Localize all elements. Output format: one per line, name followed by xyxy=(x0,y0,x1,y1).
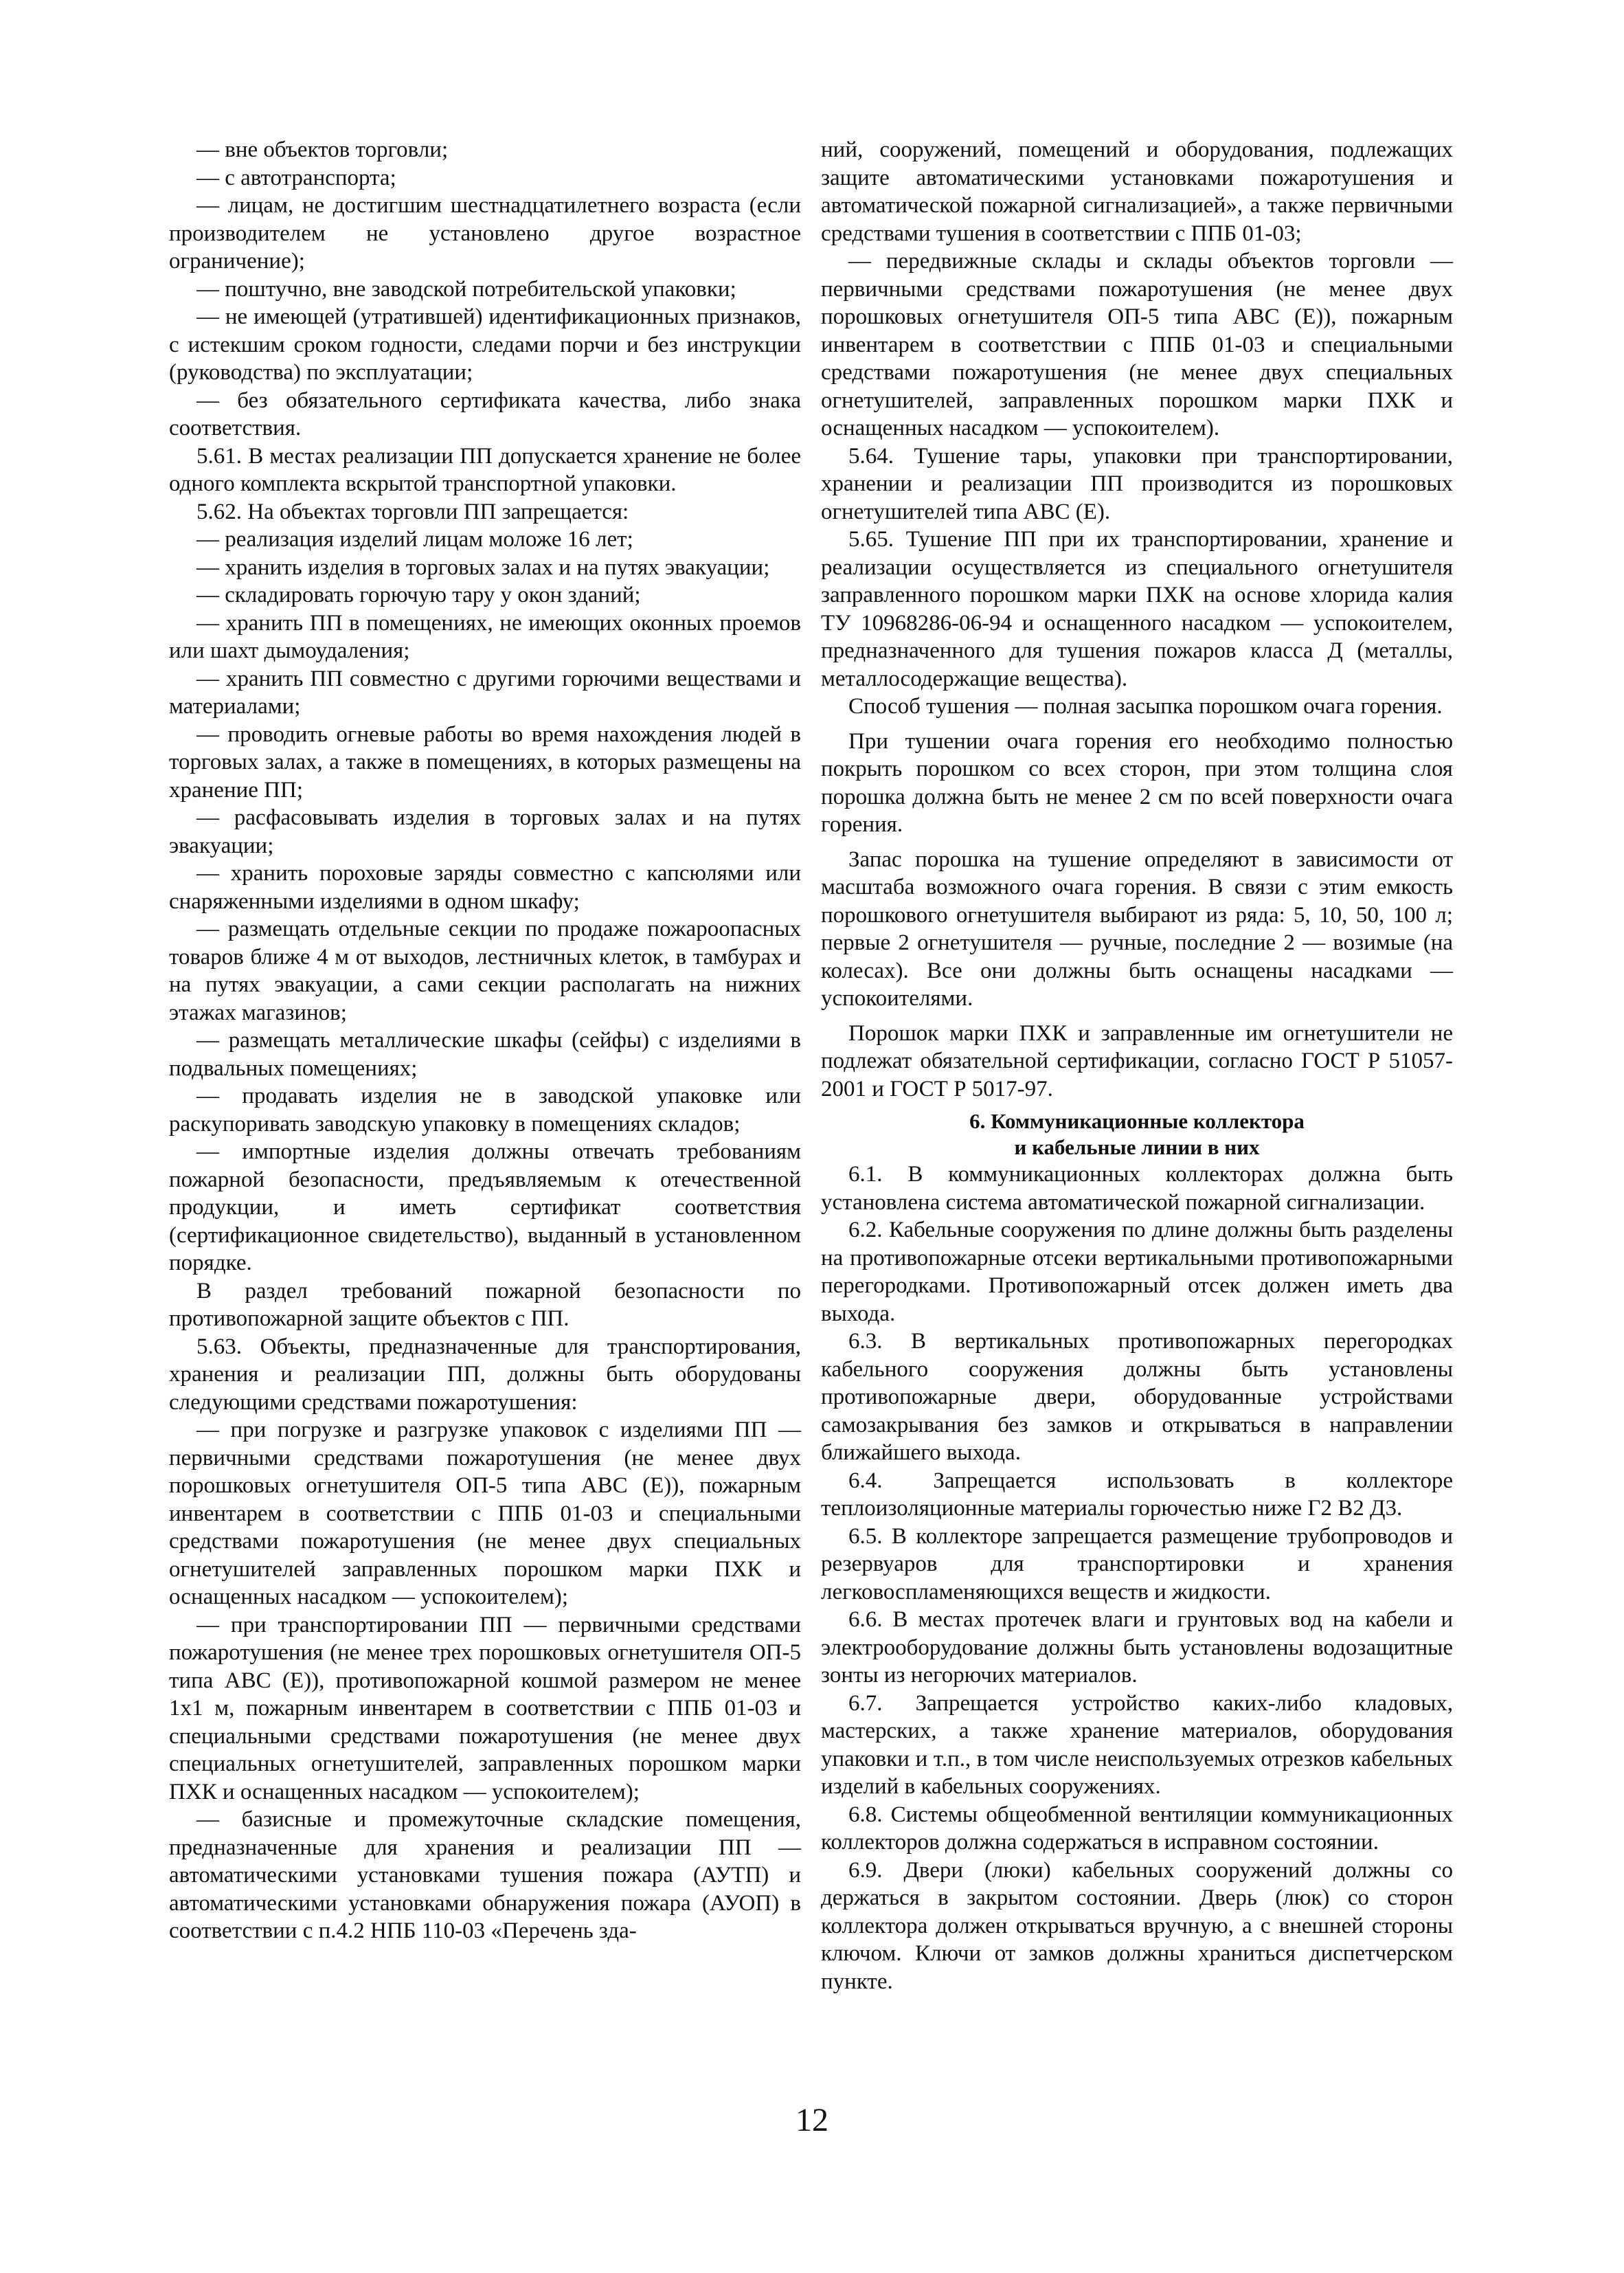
right-column xyxy=(821,136,1453,1995)
paragraph: 5.62. На объектах торговли ПП запрещается: xyxy=(196,499,629,524)
list-item: — без обязательного сертификата качества, либо знака соответствия. xyxy=(169,388,801,440)
paragraph: ний, сооружений, помещений и оборудования, подлежащих защите автоматическими установками пожаротушения и автоматической пожарной сигнализацией», а также первичными средствами тушения в соответствии с ППБ 01-03; xyxy=(821,137,1453,246)
paragraph: 6.5. В коллекторе запрещается размещение трубопроводов и резервуаров для транспортировки и хранения легковоспламеняющихся веществ и жидкости. xyxy=(821,1523,1453,1604)
paragraph: 6.8. Системы общеобменной вентиляции коммуникационных коллекторов должна содержаться в исправном состоянии. xyxy=(821,1802,1453,1855)
list-item: — расфасовывать изделия в торговых залах и на путях эвакуации; xyxy=(169,805,801,858)
paragraph: 6.3. В вертикальных противопожарных перегородках кабельного сооружения должны быть установлены противопожарные двери, оборудованные устройствами самозакрывания без замков и открываться в направлении ближайшего выхода. xyxy=(821,1329,1453,1465)
list-item: — проводить огневые работы во время нахождения людей в торговых залах, а также в помещениях, в которых размещены на хранение ПП; xyxy=(169,721,801,803)
list-item: — с автотранспорта; xyxy=(196,165,396,190)
paragraph: 5.65. Тушение ПП при их транспортировании, хранение и реализации осуществляется из специального огнетушителя заправленного порошком марки ПХК на основе хлорида калия ТУ 10968286-06-94 и оснащенного насадком — успокоителем, предназначенного для тушения пожаров класса Д (металлы, металлосодержащие вещества). xyxy=(821,527,1453,691)
paragraph: 6.9. Двери (люки) кабельных сооружений должны со держаться в закрытом состоянии. Дверь (люк) со сторон коллектора должен открываться вручную, а с внешней стороны ключом. Ключи от замков должны храниться диспетчерском пункте. xyxy=(821,1857,1453,1994)
list-item: — вне объектов торговли; xyxy=(196,137,449,162)
list-item: — продавать изделия не в заводской упаковке или раскупоривать заводскую упаковку в помещениях складов; xyxy=(169,1084,801,1136)
list-item: — хранить ПП в помещениях, не имеющих оконных проемов или шахт дымоудаления; xyxy=(169,610,801,663)
list-item: — передвижные склады и склады объектов торговли — первичными средствами пожаротушения (не менее двух порошковых огнетушителя ОП-5 типа АВС (Е)), пожарным инвентарем в соответствии с ППБ 01-03 и специальными средствами пожаротушения (не менее двух специальных огнетушителей, заправленных порошком марки ПХК и оснащенных насадком — успокоителем). xyxy=(821,249,1453,440)
section-heading: 6. Коммуникационные коллектора xyxy=(969,1109,1305,1133)
list-item: — реализация изделий лицам моложе 16 лет; xyxy=(196,527,633,552)
paragraph: 6.7. Запрещается устройство каких-либо кладовых, мастерских, а также хранение материалов, оборудования упаковки и т.п., в том числе неиспользуемых отрезков кабельных изделий в кабельных сооружениях. xyxy=(821,1690,1453,1799)
list-item: — лицам, не достигшим шестнадцатилетнего возраста (если производителем не установлено другое возрастное ограничение); xyxy=(169,193,801,273)
list-item: — базисные и промежуточные складские помещения, предназначенные для хранения и реализации ПП — автоматическими установками тушения пожара (АУТП) и автоматическими установками обнаружения пожара (АУОП) в соответствии с п.4.2 НПБ 110-03 «Перечень зда- xyxy=(169,1807,801,1943)
list-item: — импортные изделия должны отвечать требованиям пожарной безопасности, предъявляемым к отечественной продукции, и иметь сертификат соответствия (сертификационное свидетельство), выданный в установленном порядке. xyxy=(169,1139,801,1275)
list-item: — размещать металлические шкафы (сейфы) с изделиями в подвальных помещениях; xyxy=(169,1028,801,1081)
paragraph: 5.64. Тушение тары, упаковки при транспортировании, хранении и реализации ПП производится из порошковых огнетушителей типа АВС (Е). xyxy=(821,443,1453,524)
list-item: — при погрузке и разгрузке упаковок с изделиями ПП — первичными средствами пожаротушения (не менее двух порошковых огнетушителя ОП-5 типа АВС (Е)), пожарным инвентарем в соответствии с ППБ 01-03 и специальными средствами пожаротушения (не менее двух специальных огнетушителей заправленных порошком марки ПХК и оснащенных насадком — успокоителем); xyxy=(169,1418,801,1609)
list-item: — поштучно, вне заводской потребительской упаковки; xyxy=(196,276,736,302)
paragraph: 6.4. Запрещается использовать в коллекторе теплоизоляционные материалы горючестью ниже Г2 В2 Д3. xyxy=(821,1468,1453,1521)
list-item: — при транспортировании ПП — первичными средствами пожаротушения (не менее трех порошковых огнетушителя ОП-5 типа АВС (Е)), противопожарной кошмой размером не менее 1х1 м, пожарным инвентарем в соответствии с ППБ 01-03 и специальными средствами пожаротушения (не менее двух специальных огнетушителей, заправленных порошком марки ПХК и оснащенных насадком — успокоителем); xyxy=(169,1612,801,1804)
paragraph: 5.61. В местах реализации ПП допускается хранение не более одного комплекта вскрытой транспортной упаковки. xyxy=(169,443,801,496)
list-item: — не имеющей (утратившей) идентификационных признаков, с истекшим сроком годности, следами порчи и без инструкции (руководства) по эксплуатации; xyxy=(169,304,801,385)
section-heading-line-2: и кабельные линии в них xyxy=(1014,1135,1260,1159)
list-item: — складировать горючую тару у окон зданий; xyxy=(196,583,641,607)
paragraph: Запас порошка на тушение определяют в зависимости от масштаба возможного очага горения. В связи с этим емкость порошкового огнетушителя выбирают из ряда: 5, 10, 50, 100 л; первые 2 огнетушителя — ручные, последние 2 — возимые (на колесах). Все они должны быть оснащены насадками — успокоителями. xyxy=(821,847,1453,1011)
list-item: — хранить изделия в торговых залах и на путях эвакуации; xyxy=(196,555,770,580)
paragraph: Порошок марки ПХК и заправленные им огнетушители не подлежат обязательной сертификации, согласно ГОСТ Р 51057-2001 и ГОСТ Р 5017-97. xyxy=(821,1020,1453,1101)
paragraph: В раздел требований пожарной безопасности по противопожарной защите объектов с ПП. xyxy=(169,1278,801,1331)
list-item: — хранить пороховые заряды совместно с капсюлями или снаряженными изделиями в одном шкафу; xyxy=(169,861,801,914)
paragraph: Способ тушения — полная засыпка порошком очага горения. xyxy=(848,694,1443,719)
page-number: 12 xyxy=(796,2102,828,2138)
paragraph: 5.63. Объекты, предназначенные для транспортирования, хранения и реализации ПП, должны быть оборудованы следующими средствами пожаротушения: xyxy=(169,1334,801,1415)
paragraph: 6.1. В коммуникационных коллекторах должна быть установлена система автоматической пожарной сигнализации. xyxy=(821,1162,1453,1215)
paragraph: 6.6. В местах протечек влаги и грунтовых вод на кабели и электрооборудование должны быть установлены водозащитные зонты из негорючих материалов. xyxy=(821,1607,1453,1688)
list-item: — размещать отдельные секции по продаже пожароопасных товаров ближе 4 м от выходов, лестничных клеток, в тамбурах и на путях эвакуации, а сами секции располагать на нижних этажах магазинов; xyxy=(169,917,801,1025)
left-column xyxy=(169,136,801,1945)
list-item: — хранить ПП совместно с другими горючими веществами и материалами; xyxy=(169,666,801,719)
paragraph: 6.2. Кабельные сооружения по длине должны быть разделены на противопожарные отсеки вертикальными противопожарными перегородками. Противопожарный отсек должен иметь два выхода. xyxy=(821,1218,1453,1326)
paragraph: При тушении очага горения его необходимо полностью покрыть порошком со всех сторон, при этом толщина слоя порошка должна быть не менее 2 см по всей поверхности очага горения. xyxy=(821,728,1453,837)
